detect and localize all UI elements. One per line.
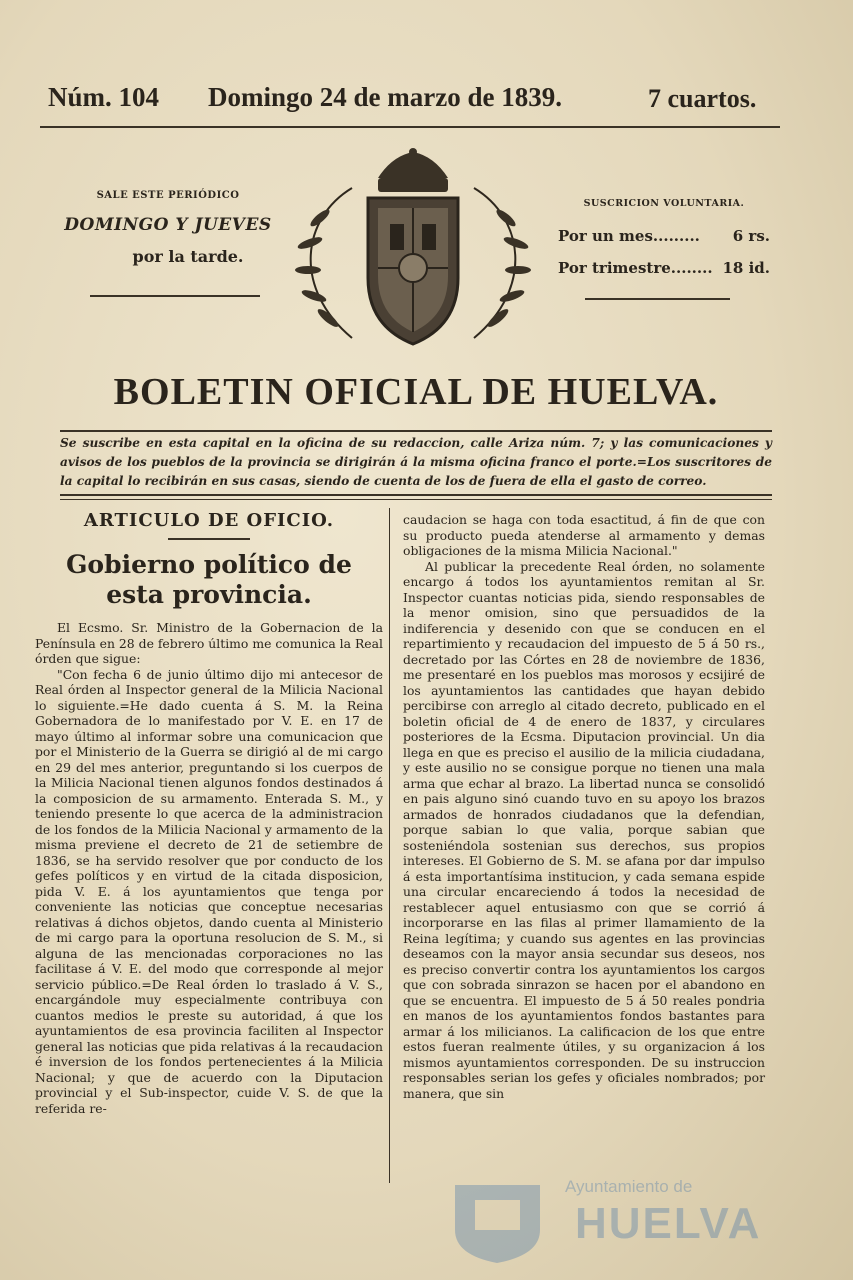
issue-number: Núm. 104 [48,82,160,112]
archive-watermark [445,1175,785,1265]
quarterly-price: 18 id. [722,259,770,277]
subscription-rule [585,298,730,300]
publication-time: por la tarde. [132,247,244,266]
subscription-quarterly [558,259,770,277]
quarterly-label: Por trimestre........ [558,259,713,277]
issue-date: Domingo 24 de marzo de 1839. [208,82,562,112]
subscription-label: SUSCRICION VOLUNTARIA. [583,198,745,209]
subscription-box [558,198,770,277]
issue-price: 7 cuartos. [648,84,757,113]
sale-label: SALE ESTE PERIÓDICO [96,190,240,201]
royal-crest-icon [282,148,544,358]
paragraph: Al publicar la precedente Real órden, no solamente encargo á todos los ayuntamientos remitan al Sr. Inspector cuantas noticias pida, siendo responsables de la menor omision, sino que persuadidos de la indiferencia y desenido con que se conducen en el repartimiento y recaudacion del impuesto de 5 á 50 rs., decretado por las Córtes en 28 de noviembre de 1836, me presentaré en los pueblos mas morosos y ecsijiré de los ayuntamientos las cantidades que hayan debido percibirse con arreglo al citado decreto, publicado en el boletin oficial de 4 de enero de 1837, y circulares posteriores de la Ecsma. Diputacion provincial. Un dia llega en que es preciso el ausilio de la milicia ciudadana, y este ausilio no se consigue porque no tienen una mala arma que echar al brazo. La libertad nunca se consolidó en pais alguno sinó cuando tuvo en su apoyo los brazos armados de honrados ciudadanos que la defendian, porque sabian lo que valia, porque sabian que sosteniéndola sostenian sus derechos, sus propios intereses. El Gobierno de S. M. se afana por dar impulso á esta importantísima institucion, y cada semana espide una circular encareciendo á todos la necesidad de restablecer aquel entusiasmo con que se corrió á incorporarse en las filas al primer llamamiento de la Reina legítima; y cuando sus agentes en las provincias deseamos con la mayor ansia secundar sus deseos, nos es preciso convertir contra los ayuntamientos los cargos que con sobrada sinrazon se hacen por el abandono en que se encuentra. El impuesto de 5 á 50 reales pondria en manos de los ayuntamientos fondos bastantes para armar á los milicianos. La calificacion de los que entre estos fueran realmente útiles, y su organizacion á los mismos ayuntamientos corresponden. De su instruccion responsables serian los gefes y oficiales nombrados; por manera, que sin [403,558,765,1101]
notice-rule-thin [60,499,772,500]
subscription-monthly [558,227,770,245]
paragraph: "Con fecha 6 de junio último dijo mi antecesor de Real órden al Inspector general de la Milicia Nacional lo siguiente.=He dado cuenta á S. M. la Reina Gobernadora de lo manifestado por V. E. en 17 de mayo último al informar sobre una comunicacion que por el Ministerio de la Guerra se dirigió al de mi cargo en 29 del mes anterior, preguntando si los cuerpos de la Milicia Nacional tienen algunos fondos destinados á la composicion de su armamento. Enterada S. M., y teniendo presente lo que acerca de la administracion de los fondos de la Milicia Nacional y armamento de la misma previene el decreto de 21 de setiembre de 1836, se ha servido resolver que por conducto de los gefes políticos y en virtud de la citada disposicion, pida V. E. á los ayuntamientos que tenga por conveniente las noticias que conceptue necesarias relativas á dichos objetos, dando cuenta al Ministerio de mi cargo para la oportuna resolucion de S. M., si alguna de las mencionadas corporaciones no las facilitase á V. E. del modo que corresponde al mejor servicio público.=De Real órden lo traslado á V. S., encargándole muy especialmente contribuya con cuantos medios le preste su autoridad, á que los ayuntamientos de esa provincia faciliten al Inspector general las noticias que pida relativas á la recaudacion é inversion de los fondos pertenecientes á la Milicia Nacional; y que de acuerdo con la Diputacion provincial y el Sub-inspector, cuide V. S. de que la referida re- [35,666,383,1116]
monthly-price: 6 rs. [732,227,770,245]
publication-days: DOMINGO Y JUEVES [64,215,272,235]
right-column-body [403,512,765,1101]
left-column [35,506,383,1116]
watermark-bottom: HUELVA [575,1199,762,1248]
heading-rule [168,538,250,540]
city-shield-icon [445,1175,550,1265]
column-divider [389,508,390,1183]
subscription-notice: Se suscribe en esta capital en la oficina de su redaccion, calle Ariza núm. 7; y las comunicaciones y avisos de los pueblos de la provincia se dirigirán á la misma oficina franco el porte.=Los suscritores de la capital lo recibirán en sus casas, siendo de cuenta de los de fuera de ella el gasto de correo. [60,436,772,488]
section-heading: ARTICULO DE OFICIO. [83,510,335,531]
right-column [403,512,765,1101]
publication-schedule [58,190,278,266]
paragraph: El Ecsmo. Sr. Ministro de la Gobernacion de la Península en 28 de febrero último me comunica la Real órden que sigue: [35,620,383,666]
masthead-rule [40,126,780,128]
watermark-top: Ayuntamiento de [565,1177,693,1196]
notice-rule [60,494,772,496]
article-subheading: Gobierno político de esta provincia. [66,550,352,609]
newspaper-title: BOLETIN OFICIAL DE HUELVA. [113,371,719,413]
schedule-rule [90,295,260,297]
left-column-body [35,620,383,1116]
title-rule [60,430,772,432]
paragraph: caudacion se haga con toda esactitud, á fin de que con su producto pueda atenderse al armamento y demas obligaciones de la misma Milicia Nacional." [403,512,765,558]
monthly-label: Por un mes......... [558,227,700,245]
masthead [48,82,778,122]
